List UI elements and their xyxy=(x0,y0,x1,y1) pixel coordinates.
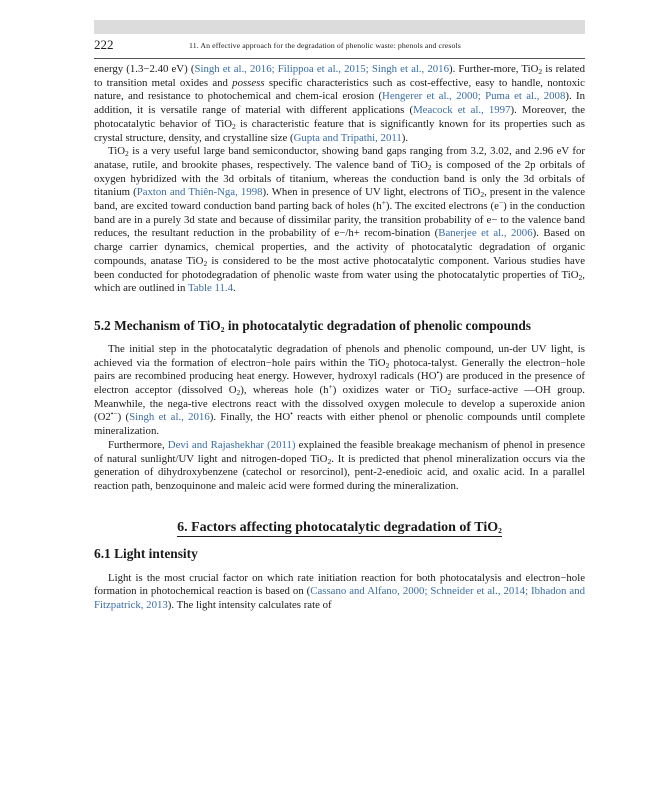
citation-link[interactable]: Cassano and Alfano, 2000; Schneider et al., 2014; Ibhadon and Fitzpatrick, 2013 xyxy=(94,585,585,612)
section-heading-6: 6. Factors affecting photocatalytic degradation of TiO$_2$ xyxy=(177,519,502,535)
paragraph-breakage: Furthermore, Devi and Rajashekhar (2011) explained the feasible breakage mechanism of phenol in presence of natural sunlight/UV light and nitrogen-doped TiO$_2$. It is predicted that phenol mineralization occurs via the generation of dihydroxybenzene (catechol or resorcinol), pent-2-enedioic acid, and oxalic acid. In a parallel reaction path, benzoquinone and maleic acid were formed during the mineralization. xyxy=(94,438,586,492)
citation-link[interactable]: Singh et al., 2016 xyxy=(129,411,210,424)
citation-link[interactable]: Banerjee et al., 2006 xyxy=(438,227,533,240)
running-title: 11. An effective approach for the degradation of phenolic waste: phenols and cresols xyxy=(189,41,461,50)
paragraph-mechanism: The initial step in the photocatalytic degradation of phenols and phenolic compound, un-der UV light, is achieved via the formation of electron−hole pairs within the TiO$_2$ photoca-talyst. Generally the electron−hole pairs are recombined producing heat energy. However, hydroxyl radicals (HO•) are produced in the presence of electron acceptor (dissolved $O_2$), whereas hole (h+) oxidizes water or TiO$_2$ surface-active —OH group. Meanwhile, the nega-tive electrons react with the dissolved oxygen molecule to develop a superoxide anion (O2•−) (Singh et al., 2016). Finally, the HO• reacts with either phenol or phenolic compounds until complete mineralization. xyxy=(94,342,585,438)
citation-link[interactable]: Singh et al., 2016; Filippoa et al., 2015; Singh et al., 2016 xyxy=(194,63,449,75)
page-number: 222 xyxy=(94,37,114,52)
header-rule xyxy=(94,58,585,59)
citation-link[interactable]: Paxton and Thiên-Nga, 1998 xyxy=(136,186,263,199)
section-heading-6-1: 6.1 Light intensity xyxy=(94,545,198,561)
paragraph-energy: energy (1.3−2.40 eV) (Singh et al., 2016; Filippoa et al., 2015; Singh et al., 2016). Further-more, TiO$_2$ is related to transition metal oxides and possess specific characteristics such as cost-effective, easy to handle, nontoxic nature, and resistance to photochemical and chem-ical erosion (Hengerer et al., 2000; Puma et al., 2008). In addition, it is versatile range of material with different applications (Meacock et al., 1997). Moreover, the photocatalytic behavior of TiO$_2$ is characteristic feature that is significantly known for its properties such as crystal structure, density, and crystalline size (Gupta and Tripathi, 2011). xyxy=(94,63,586,144)
citation-link[interactable]: Meacock et al., 1997 xyxy=(413,104,511,117)
paragraph-light-intensity: Light is the most crucial factor on which rate initiation reaction for both photocatalysis and electron−hole formation in photochemical reaction is based on (Cassano and Alfano, 2000; Schneider et al., 2014; Ibhadon and Fitzpatrick, 2013). The light intensity calculates rate of xyxy=(94,571,585,612)
page-body xyxy=(94,63,585,613)
table-link[interactable]: Table 11.4 xyxy=(187,282,233,295)
citation-link[interactable]: Devi and Rajashekhar (2011) xyxy=(167,438,296,451)
citation-link[interactable]: Gupta and Tripathi, 2011 xyxy=(293,131,402,144)
page-header xyxy=(94,37,585,57)
header-bar xyxy=(94,20,585,34)
paragraph-band-gap: TiO$_2$ is a very useful large band semiconductor, showing band gaps ranging from 3.2, 3.02, and 2.96 eV for anatase, rutile, and brookite phases, respectively. The valence band of TiO$_2$ is composed of the 2p orbitals of oxygen hybridized with the 3d orbitals of titanium, whereas the conduction band is only the 3d orbitals of titanium (Paxton and Thiên-Nga, 1998). When in presence of UV light, electrons of TiO$_2$, present in the valence band, are excited toward conduction band parting back of holes (h+). The excited electrons (e−) in the conduction band are in a purely 3d state and because of dissimilar parity, the transition probability of e− to the valence band reduces, the resultant reduction in the probability of e−/h+ recom-bination (Banerjee et al., 2006). Based on charge carrier dynamics, chemical properties, and the activity of photocatalytic degradation of organic compounds, anatase TiO$_2$ is considered to be the most active photocatalytic component. Various studies have been conducted for photodegradation of phenolic waste from water using the photocatalytic properties of TiO$_2$, which are outlined in Table 11.4. xyxy=(94,145,585,295)
section-heading-5-2: 5.2 Mechanism of TiO$_2$ in photocatalytic degradation of phenolic compounds xyxy=(94,317,532,334)
citation-link[interactable]: Hengerer et al., 2000; Puma et al., 2008 xyxy=(382,90,566,103)
